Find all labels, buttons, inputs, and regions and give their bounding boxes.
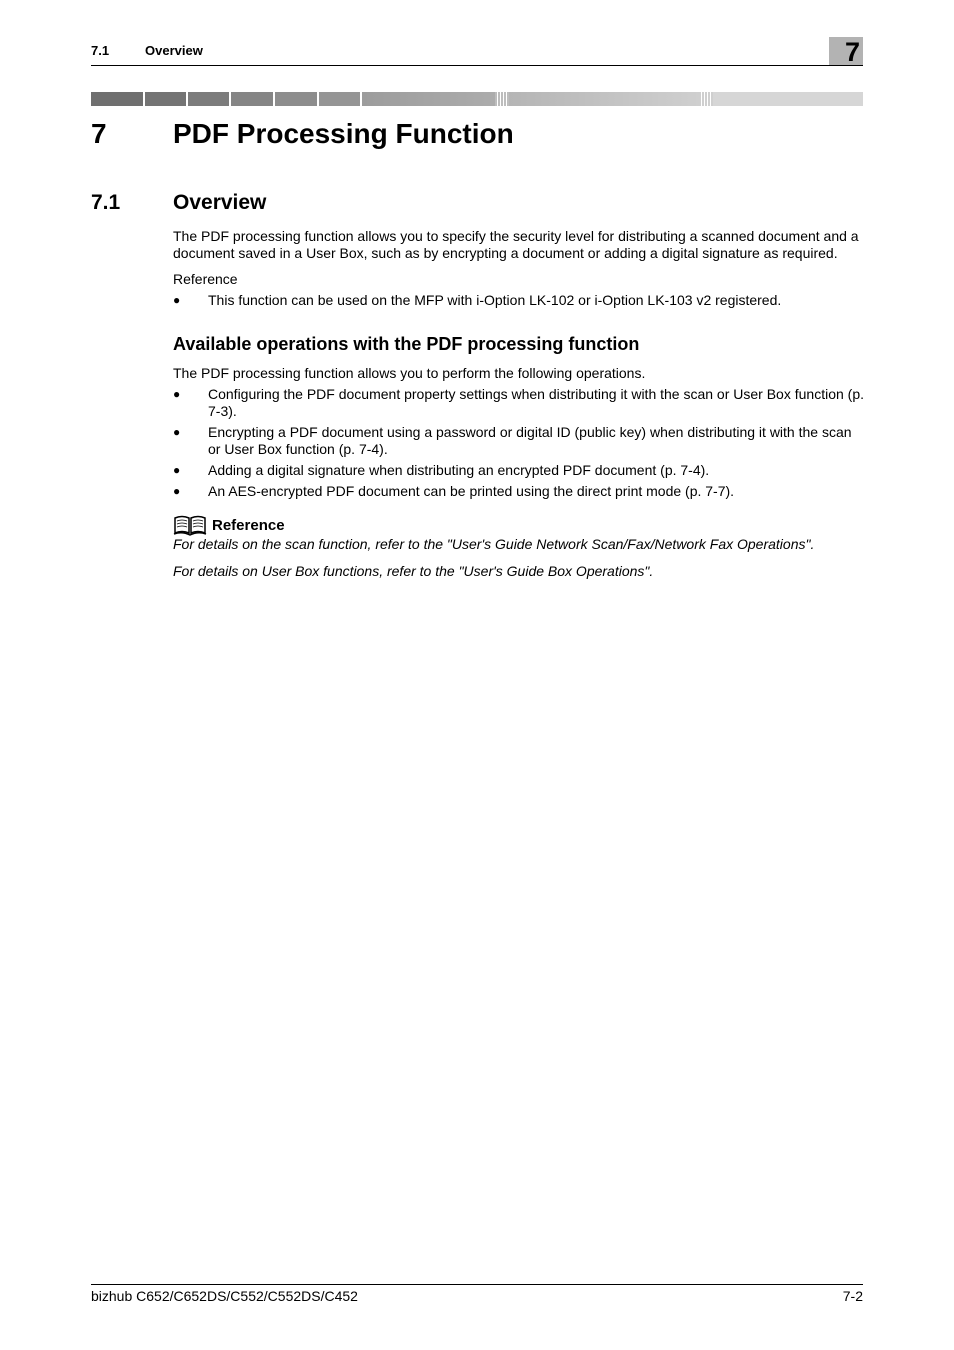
list-item: ● This function can be used on the MFP with i-Option LK-102 or i-Option LK-103 v2 registered. bbox=[173, 292, 782, 308]
footer-page-number: 7-2 bbox=[842, 1288, 863, 1304]
list-item: ● Encrypting a PDF document using a password or digital ID (public key) when distributing it with the scan or User Box function (p. 7-4). bbox=[173, 424, 852, 457]
subsection-intro: The PDF processing function allows you to perform the following operations. bbox=[173, 365, 646, 381]
page-footer bbox=[91, 1284, 863, 1304]
subsection-title: Available operations with the PDF processing function bbox=[173, 334, 640, 354]
header-section-title: Overview bbox=[145, 43, 203, 58]
reference-bullet-list bbox=[173, 292, 865, 309]
bullet-icon: ● bbox=[173, 425, 181, 439]
main-content bbox=[173, 228, 865, 580]
bullet-icon: ● bbox=[173, 293, 181, 307]
list-item: ● Adding a digital signature when distributing an encrypted PDF document (p. 7-4). bbox=[173, 462, 710, 478]
list-item: ● Configuring the PDF document property settings when distributing it with the scan or User Box function (p. 7-3). bbox=[173, 386, 864, 419]
reference-box bbox=[173, 514, 865, 580]
chapter-tab-number: 7 bbox=[844, 37, 860, 67]
page-header bbox=[91, 37, 863, 67]
reference-box-title: Reference bbox=[212, 516, 285, 534]
section-title: Overview bbox=[173, 191, 267, 214]
chapter-tab bbox=[829, 37, 863, 65]
section-intro: The PDF processing function allows you to specify the security level for distributing a scanned document and a document saved in a User Box, such as by encrypting a document or adding a digital signature as required. bbox=[173, 228, 859, 261]
reference-label: Reference bbox=[173, 271, 238, 287]
reference-line: For details on the scan function, refer to the "User's Guide Network Scan/Fax/Network Fax Operations". bbox=[173, 536, 815, 552]
list-item: ● An AES-encrypted PDF document can be printed using the direct print mode (p. 7-7). bbox=[173, 483, 735, 499]
operations-bullet-list bbox=[173, 386, 865, 500]
header-section-number: 7.1 bbox=[91, 43, 110, 58]
chapter-title: PDF Processing Function bbox=[173, 118, 514, 149]
bullet-icon: ● bbox=[173, 463, 181, 477]
reference-box-header bbox=[173, 514, 865, 536]
bullet-icon: ● bbox=[173, 387, 181, 401]
book-icon bbox=[173, 514, 207, 536]
decorative-stripe bbox=[91, 92, 863, 106]
chapter-number: 7 bbox=[91, 118, 107, 149]
reference-line: For details on User Box functions, refer to the "User's Guide Box Operations". bbox=[173, 563, 654, 579]
section-number: 7.1 bbox=[91, 191, 121, 214]
bullet-icon: ● bbox=[173, 484, 181, 498]
footer-model: bizhub C652/C652DS/C552/C552DS/C452 bbox=[91, 1288, 358, 1304]
